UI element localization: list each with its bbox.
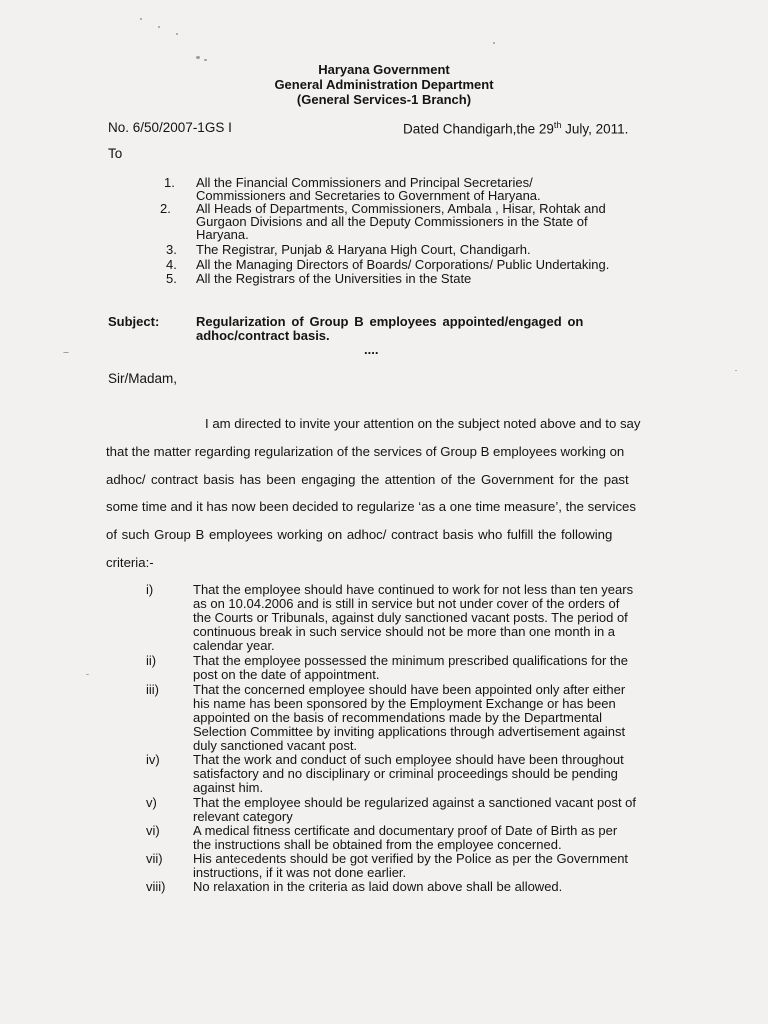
recipient-line: Gurgaon Divisions and all the Deputy Commissioners in the State of bbox=[196, 214, 588, 229]
recipient-number: 4. bbox=[166, 257, 177, 272]
recipient-number: 3. bbox=[166, 242, 177, 257]
department-heading-line2: General Administration Department bbox=[274, 77, 494, 92]
recipient-line: All the Managing Directors of Boards/ Corporations/ Public Undertaking. bbox=[196, 257, 610, 272]
recipient-number: 5. bbox=[166, 271, 177, 286]
criterion-line: the instructions shall be obtained from the employee concerned. bbox=[193, 837, 562, 852]
paragraph-line: criteria:- bbox=[106, 555, 154, 570]
recipient-number: 1. bbox=[164, 175, 175, 190]
paragraph-line: adhoc/ contract basis has been engaging the attention of the Government for the past bbox=[106, 472, 629, 487]
criterion-line: That the work and conduct of such employee should have been throughout bbox=[193, 752, 624, 767]
recipient-line: Haryana. bbox=[196, 227, 249, 242]
criterion-line: relevant category bbox=[193, 809, 293, 824]
date-suffix: July, 2011. bbox=[561, 121, 629, 137]
criterion-line: continuous break in such service should not be more than one month in a bbox=[193, 624, 616, 639]
criterion-line: appointed on the basis of recommendations made by the Departmental bbox=[193, 710, 603, 725]
criterion-line: instructions, if it was not done earlier. bbox=[193, 865, 407, 880]
reference-number: No. 6/50/2007-1GS I bbox=[108, 120, 232, 135]
criterion-line: his name has been sponsored by the Employment Exchange or has been bbox=[193, 696, 616, 711]
subject-line-2: adhoc/contract basis. bbox=[196, 328, 330, 343]
criterion-line: That the employee should be regularized against a sanctioned vacant post of bbox=[193, 795, 637, 810]
criterion-number: vi) bbox=[146, 823, 160, 838]
criterion-line: duly sanctioned vacant post. bbox=[193, 738, 358, 753]
subject-separator: .... bbox=[364, 342, 379, 357]
criterion-line: No relaxation in the criteria as laid down above shall be allowed. bbox=[193, 879, 563, 894]
subject-label: Subject: bbox=[108, 314, 160, 329]
criterion-line: satisfactory and no disciplinary or criminal proceedings should be pending bbox=[193, 766, 618, 781]
date-prefix: Dated Chandigarh,the 29 bbox=[403, 121, 554, 137]
criterion-line: That the concerned employee should have been appointed only after either bbox=[193, 682, 626, 697]
recipient-line: The Registrar, Punjab & Haryana High Court, Chandigarh. bbox=[196, 242, 531, 257]
criterion-line: post on the date of appointment. bbox=[193, 667, 380, 682]
criterion-number: v) bbox=[146, 795, 157, 810]
criterion-number: ii) bbox=[146, 653, 157, 668]
paragraph-line: that the matter regarding regularization of the services of Group B employees working on bbox=[106, 444, 625, 459]
criterion-line: against him. bbox=[193, 780, 264, 795]
criterion-line: That the employee should have continued to work for not less than ten years bbox=[193, 582, 634, 597]
date-line bbox=[403, 120, 628, 137]
paragraph-line: of such Group B employees working on adhoc/ contract basis who fulfill the following bbox=[106, 527, 613, 542]
criterion-number: viii) bbox=[146, 879, 166, 894]
recipient-line: All Heads of Departments, Commissioners, Ambala , Hisar, Rohtak and bbox=[196, 201, 606, 216]
paragraph-line: I am directed to invite your attention on the subject noted above and to say bbox=[205, 416, 641, 431]
recipient-line: Commissioners and Secretaries to Government of Haryana. bbox=[196, 188, 541, 203]
criterion-line: the Courts or Tribunals, against duly sanctioned vacant posts. The period of bbox=[193, 610, 628, 625]
department-heading-line1: Haryana Government bbox=[318, 62, 450, 77]
criterion-line: calendar year. bbox=[193, 638, 275, 653]
to-label: To bbox=[108, 146, 123, 161]
criterion-line: Selection Committee by inviting applications through advertisement against bbox=[193, 724, 626, 739]
department-heading-line3: (General Services-1 Branch) bbox=[296, 92, 472, 107]
criterion-number: iii) bbox=[146, 682, 159, 697]
date-superscript: th bbox=[553, 120, 562, 130]
recipient-line: All the Registrars of the Universities in the State bbox=[196, 271, 472, 286]
recipient-number: 2. bbox=[160, 201, 171, 216]
criterion-line: That the employee possessed the minimum prescribed qualifications for the bbox=[193, 653, 628, 668]
criterion-line: as on 10.04.2006 and is still in service but not under cover of the orders of bbox=[193, 596, 620, 611]
subject-line-1: Regularization of Group B employees appointed/engaged on bbox=[196, 314, 584, 329]
criterion-number: vii) bbox=[146, 851, 163, 866]
paragraph-line: some time and it has now been decided to regularize ‘as a one time measure’, the services bbox=[106, 499, 636, 514]
recipient-line: All the Financial Commissioners and Principal Secretaries/ bbox=[196, 175, 533, 190]
criterion-line: His antecedents should be got verified by the Police as per the Government bbox=[193, 851, 629, 866]
criterion-number: iv) bbox=[146, 752, 160, 767]
criterion-number: i) bbox=[146, 582, 154, 597]
salutation: Sir/Madam, bbox=[108, 371, 178, 386]
criterion-line: A medical fitness certificate and documentary proof of Date of Birth as per bbox=[193, 823, 618, 838]
